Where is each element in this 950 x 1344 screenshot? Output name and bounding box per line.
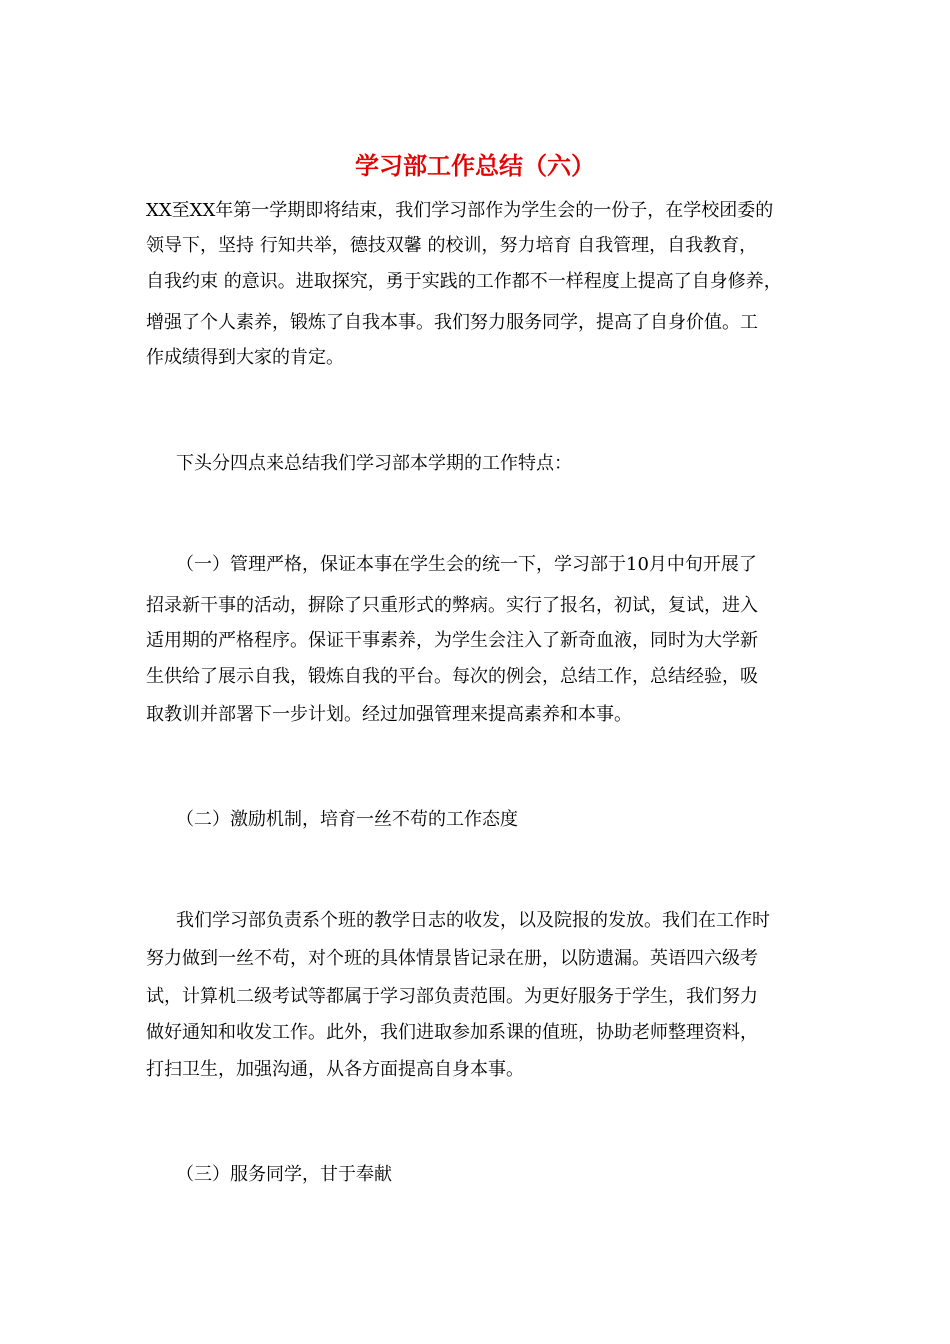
section-heading: （一）管理严格，保证本事在学生会的统一下，学习部于10月中旬开展了	[176, 554, 757, 575]
paragraph-line: 生供给了展示自我，锻炼自我的平台。每次的例会，总结工作，总结经验，吸	[146, 666, 758, 687]
paragraph-line: 适用期的严格程序。保证干事素养，为学生会注入了新奇血液，同时为大学新	[146, 630, 758, 651]
paragraph-line: 我们学习部负责系个班的教学日志的收发，以及院报的发放。我们在工作时	[176, 910, 770, 931]
page-title: 学习部工作总结（六）	[355, 151, 595, 180]
paragraph-line: 打扫卫生，加强沟通，从各方面提高自身本事。	[146, 1059, 524, 1080]
paragraph-line: 努力做到一丝不苟，对个班的具体情景皆记录在册，以防遗漏。英语四六级考	[146, 948, 758, 969]
section-heading: （二）激励机制，培育一丝不苟的工作态度	[176, 809, 518, 830]
paragraph-line: 试，计算机二级考试等都属于学习部负责范围。为更好服务于学生，我们努力	[146, 986, 758, 1007]
paragraph-line: 领导下，坚持 行知共举，德技双馨 的校训，努力培育 自我管理，自我教育，	[146, 235, 758, 256]
section-heading: （三）服务同学，甘于奉献	[176, 1164, 392, 1185]
paragraph-line: 下头分四点来总结我们学习部本学期的工作特点：	[176, 453, 572, 474]
paragraph-line: 作成绩得到大家的肯定。	[146, 347, 344, 368]
paragraph-line: 招录新干事的活动，摒除了只重形式的弊病。实行了报名，初试，复试，进入	[146, 595, 758, 616]
paragraph-line: 增强了个人素养，锻炼了自我本事。我们努力服务同学，提高了自身价值。工	[146, 312, 758, 333]
paragraph-line: 取教训并部署下一步计划。经过加强管理来提高素养和本事。	[146, 704, 632, 725]
paragraph-line: 做好通知和收发工作。此外，我们进取参加系课的值班，协助老师整理资料，	[146, 1022, 758, 1043]
paragraph-line: 自我约束 的意识。进取探究，勇于实践的工作都不一样程度上提高了自身修养，	[146, 271, 782, 292]
paragraph-line: XX至XX年第一学期即将结束，我们学习部作为学生会的一份子，在学校团委的	[146, 200, 774, 221]
